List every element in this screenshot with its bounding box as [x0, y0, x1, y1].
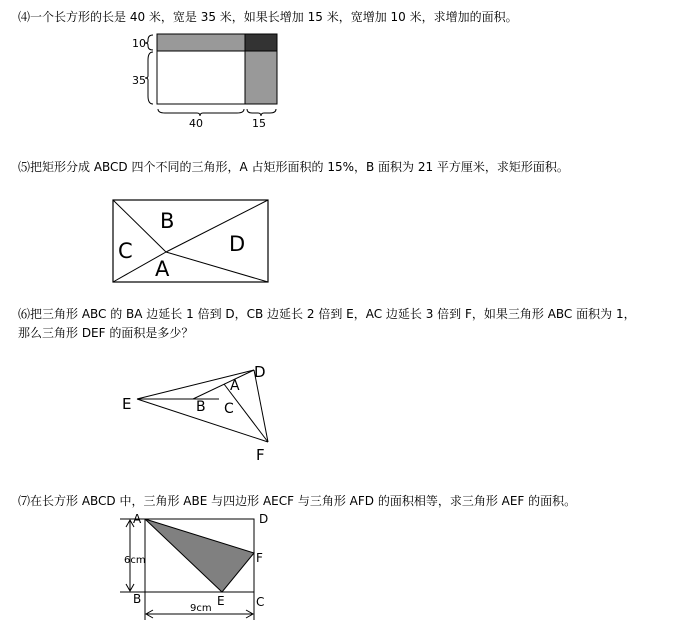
label-top-width: 10	[132, 37, 146, 50]
label-a: A	[230, 378, 240, 394]
problem-5-text: ⑸把矩形分成 ABCD 四个不同的三角形，A 占矩形面积的 15%，B 面积为 21 平方厘米，求矩形面积。	[18, 160, 569, 174]
label-d: D	[254, 363, 266, 381]
label-region-b: B	[160, 209, 175, 233]
problem-7-text: ⑺在长方形 ABCD 中，三角形 ABE 与四边形 AECF 与三角形 AFD 的面积相等，求三角形 AEF 的面积。	[18, 494, 577, 508]
label-f: F	[256, 551, 263, 565]
label-length: 40	[189, 117, 203, 130]
label-region-c: C	[118, 239, 133, 263]
problem-6-text-line2: 那么三角形 DEF 的面积是多少？	[18, 326, 194, 340]
problem-4-text: ⑷一个长方形的长是 40 米，宽是 35 米，如果长增加 15 米，宽增加 10 米，求增加的面积。	[18, 10, 518, 24]
label-f: F	[256, 446, 265, 464]
label-a: A	[133, 512, 142, 526]
label-height: 6cm	[124, 555, 146, 566]
label-region-a: A	[155, 257, 170, 281]
label-region-d: D	[229, 232, 246, 256]
label-e: E	[122, 395, 132, 413]
label-b: B	[133, 592, 142, 606]
label-height: 35	[132, 74, 146, 87]
label-c: C	[256, 595, 265, 609]
label-b: B	[196, 399, 206, 415]
label-added-length: 15	[252, 117, 266, 130]
problem-6-text-line1: ⑹把三角形 ABC 的 BA 边延长 1 倍到 D，CB 边延长 2 倍到 E，AC 边延长 3 倍到 F，如果三角形 ABC 面积为 1，	[18, 307, 636, 321]
label-d: D	[259, 512, 269, 526]
label-e: E	[217, 594, 225, 608]
label-width: 9cm	[190, 603, 212, 614]
label-c: C	[224, 401, 234, 417]
